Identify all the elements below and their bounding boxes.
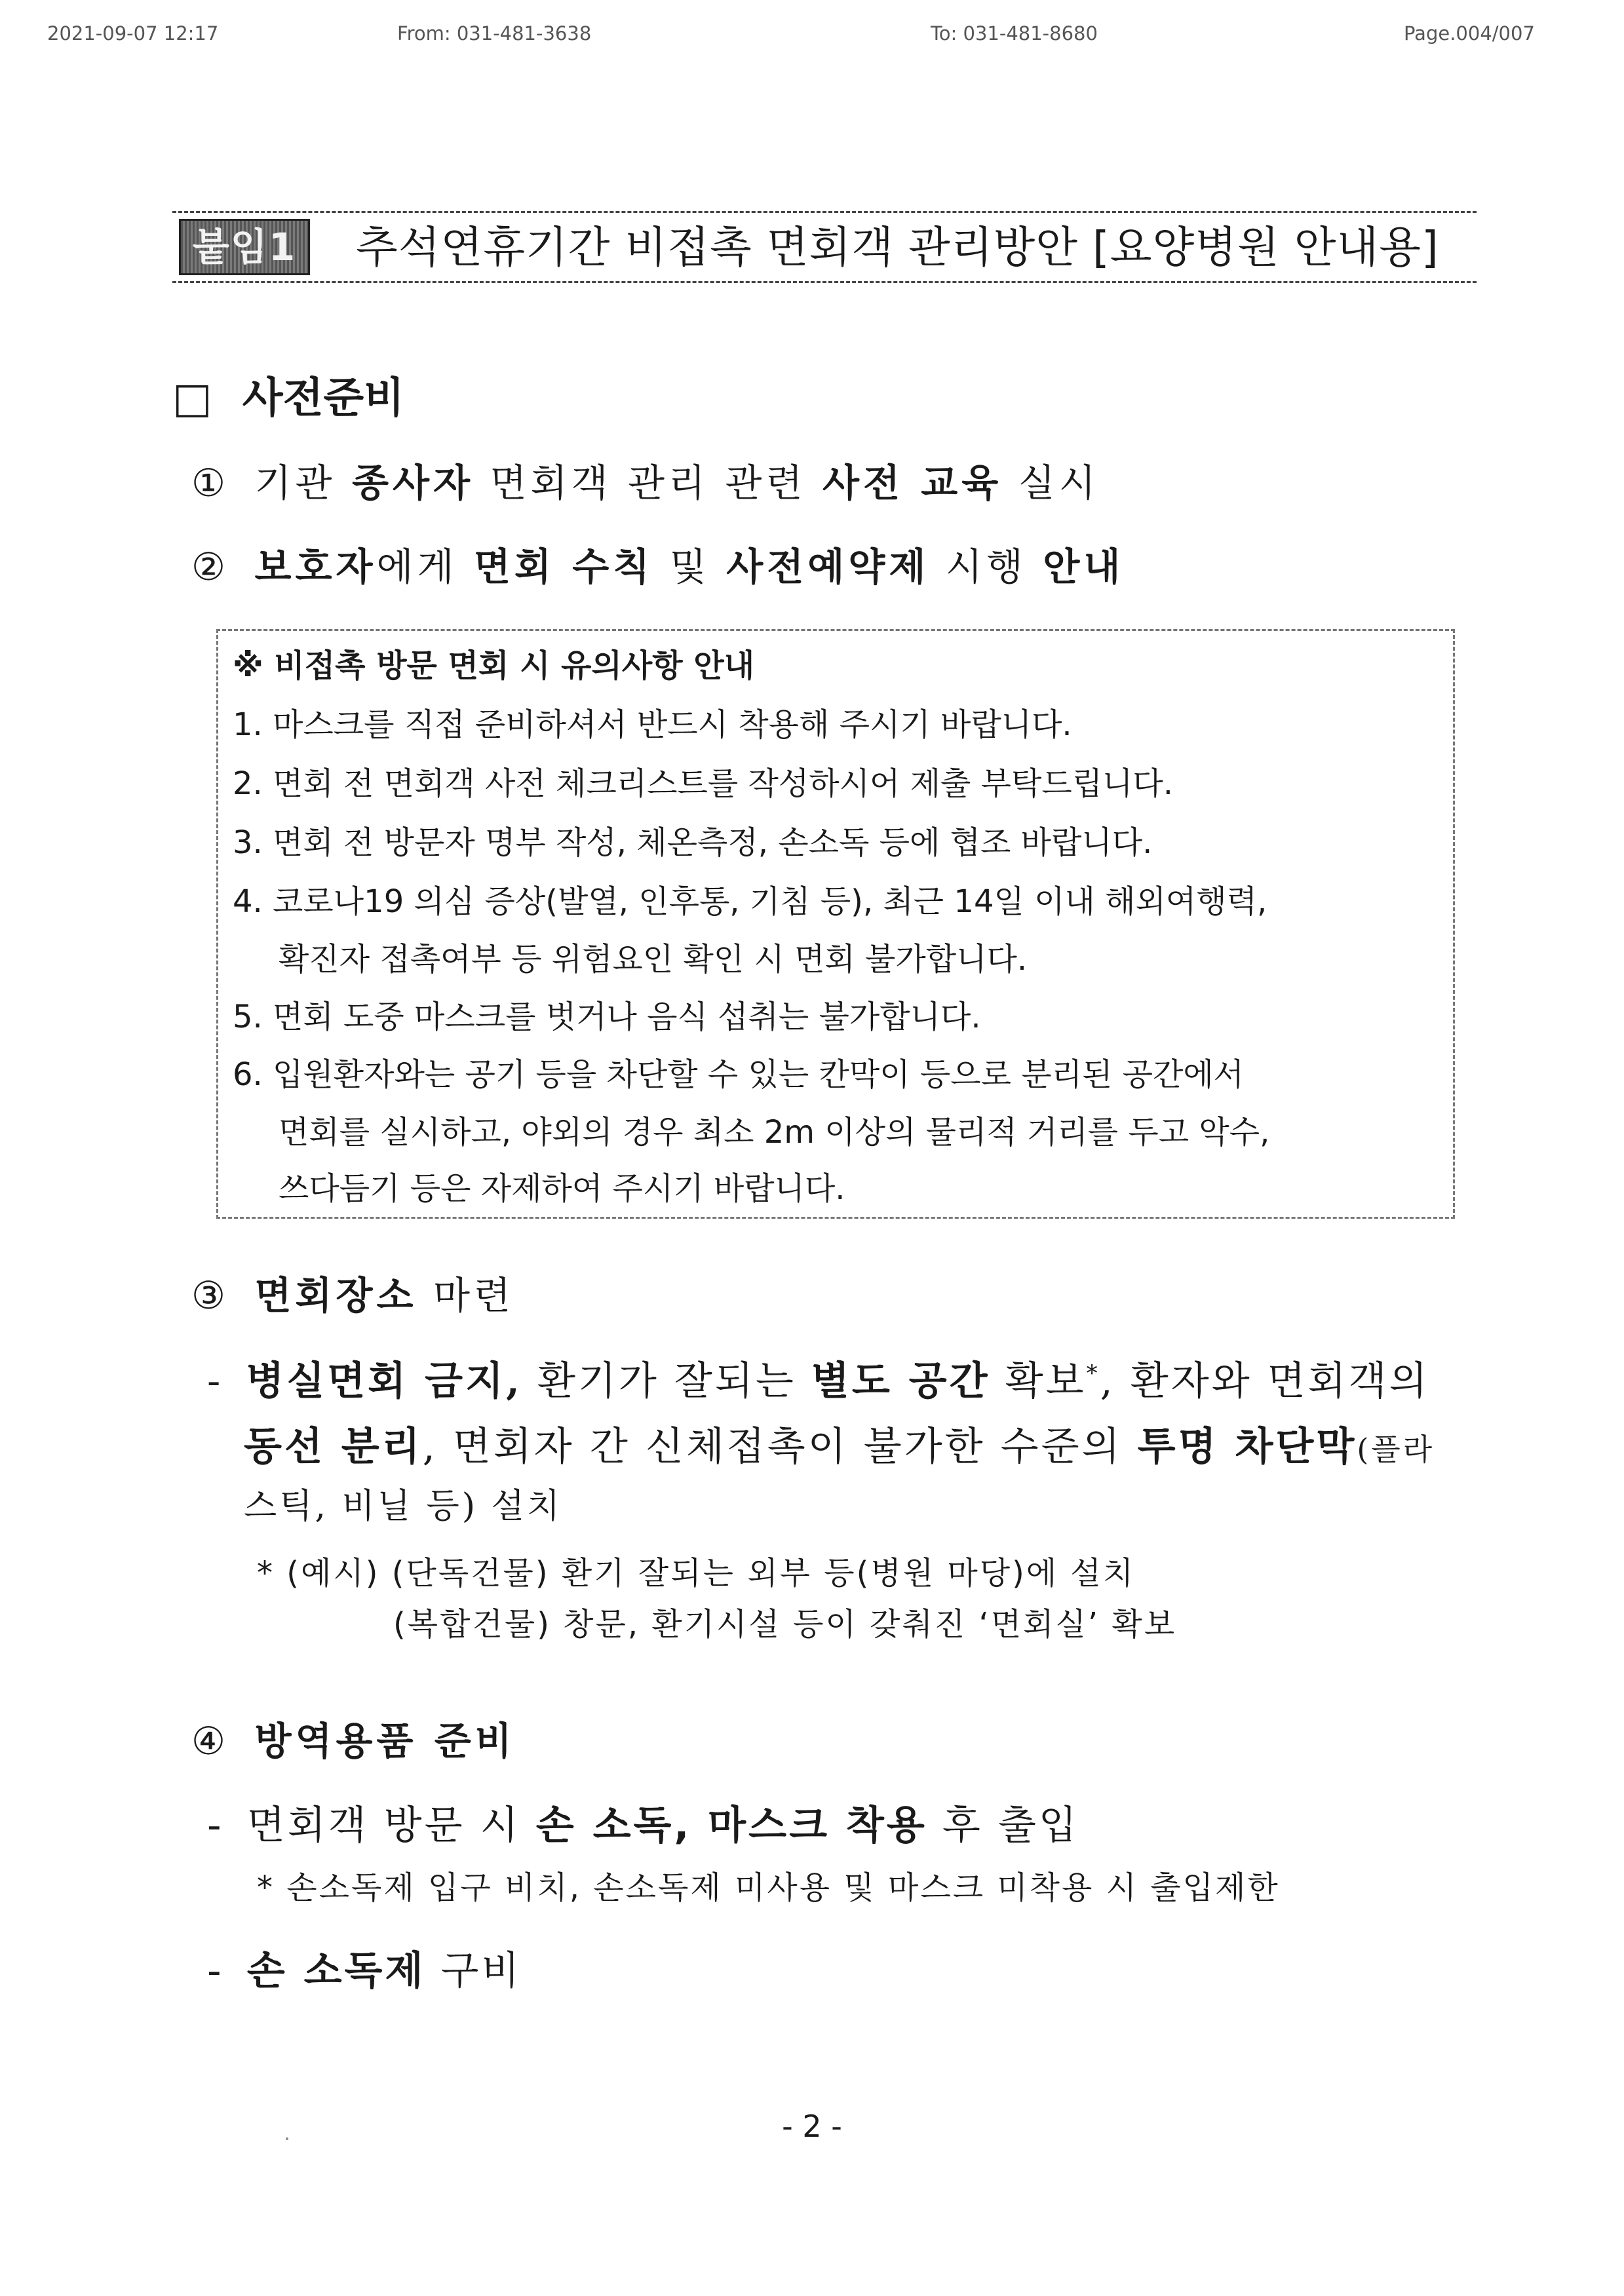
- visitor-notice-box: [216, 629, 1455, 1219]
- item-bold-text: 동선 분리: [244, 1424, 423, 1470]
- item-4-bullet-1: [207, 1794, 1079, 1850]
- item-text: 에게: [376, 545, 474, 589]
- item-4-footnote-1: * 손소독제 입구 비치, 손소독제 미사용 및 마스크 미착용 시 출입제한: [257, 1869, 1280, 1906]
- item-bold-text: 방역용품 준비: [254, 1719, 516, 1763]
- item-4-bullet-2: [207, 1940, 522, 1996]
- title-bottom-rule: [172, 281, 1477, 283]
- document-title-bar: [172, 211, 1477, 283]
- item-text: 및: [653, 545, 727, 589]
- notice-line: 5. 면회 도중 마스크를 벗거나 음식 섭취는 불가합니다.: [233, 999, 981, 1035]
- item-text: 환기가 잘되는: [522, 1358, 811, 1404]
- item-3-bullet-1-cont2: 스틱, 비닐 등) 설치: [244, 1487, 563, 1526]
- item-text: , 환자와 면회객의: [1100, 1358, 1430, 1404]
- item-text: 확보: [990, 1358, 1087, 1404]
- attachment-badge: 붙임1: [179, 219, 310, 275]
- item-3-footnote-1: * (예시) (단독건물) 환기 잘되는 외부 등(병원 마당)에 설치: [257, 1555, 1136, 1592]
- item-bold-text: 손 소독, 마스크 착용: [535, 1803, 927, 1848]
- item-bold-text: 병실면회 금지,: [246, 1358, 522, 1404]
- notice-line: 2. 면회 전 면회객 사전 체크리스트를 작성하시어 제출 부탁드립니다.: [233, 765, 1174, 802]
- item-bold-text: 보호자: [254, 545, 377, 589]
- fax-page: Page.004/007: [1404, 22, 1535, 45]
- item-bold-text: 면회 수칙: [474, 545, 654, 589]
- item-text: 후 출입: [927, 1803, 1079, 1848]
- item-text: 마련: [417, 1273, 515, 1318]
- item-bold-text: 안내: [1043, 545, 1125, 589]
- item-bold-text: 별도 공간: [811, 1358, 990, 1404]
- item-text: 시행: [929, 545, 1043, 589]
- item-text: 면회객 관리 관련: [474, 461, 822, 505]
- fax-header: [0, 22, 1624, 48]
- item-3-bullet-1-cont: [244, 1415, 1435, 1472]
- item-text: 기관: [254, 461, 352, 505]
- item-text: 구비: [425, 1948, 522, 1994]
- checkbox-icon: □: [172, 374, 212, 423]
- document-title: 추석연휴기간 비접촉 면회객 관리방안 [요양병원 안내용]: [356, 222, 1439, 273]
- section-heading: [172, 364, 404, 425]
- item-text: 면회객 방문 시: [246, 1803, 536, 1848]
- item-3-footnote-2: (복합건물) 창문, 환기시설 등이 갖춰진 ‘면회실’ 확보: [393, 1606, 1177, 1643]
- notice-line: 쓰다듬기 등은 자제하여 주시기 바랍니다.: [279, 1170, 845, 1207]
- item-bold-text: 사전 교육: [822, 461, 1003, 505]
- item-text: (플라: [1357, 1432, 1435, 1467]
- section-title: 사전준비: [242, 374, 405, 423]
- item-text: 실시: [1002, 461, 1100, 505]
- item-bold-text: 투명 차단막: [1137, 1424, 1357, 1470]
- item-text: , 면회자 간 신체접촉이 불가한 수준의: [422, 1424, 1138, 1470]
- item-number: ④: [191, 1719, 229, 1763]
- bullet-dash: -: [207, 1358, 223, 1404]
- bullet-dash: -: [207, 1803, 224, 1848]
- notice-heading: ※ 비접촉 방문 면회 시 유의사항 안내: [233, 647, 755, 684]
- item-3: [191, 1265, 514, 1320]
- notice-line: 면회를 실시하고, 야외의 경우 최소 2m 이상의 물리적 거리를 두고 악수,: [279, 1114, 1270, 1151]
- scan-speck: [286, 2137, 288, 2140]
- item-number: ②: [191, 545, 229, 589]
- item-number: ③: [191, 1273, 229, 1318]
- item-1: [191, 452, 1100, 507]
- page-number: - 2 -: [782, 2109, 842, 2144]
- notice-line: 3. 면회 전 방문자 명부 작성, 체온측정, 손소독 등에 협조 바랍니다.: [233, 824, 1153, 861]
- item-bold-text: 면회장소: [254, 1273, 417, 1318]
- bullet-dash: -: [207, 1948, 224, 1994]
- item-bold-text: 사전예약제: [726, 545, 930, 589]
- item-2: [191, 536, 1124, 591]
- notice-line: 4. 코로나19 의심 증상(발열, 인후통, 기침 등), 최근 14일 이내 해외여행력,: [233, 883, 1267, 920]
- fax-datetime: 2021-09-07 12:17: [47, 22, 219, 45]
- item-number: ①: [191, 461, 229, 505]
- item-bold-text: 종사자: [351, 461, 474, 505]
- title-top-rule: [172, 211, 1477, 213]
- footnote-mark: *: [1086, 1360, 1100, 1387]
- fax-to: To: 031-481-8680: [931, 22, 1098, 45]
- item-3-bullet-1: [207, 1350, 1430, 1406]
- fax-from: From: 031-481-3638: [397, 22, 592, 45]
- notice-line: 확진자 접촉여부 등 위험요인 확인 시 면회 불가합니다.: [279, 941, 1028, 978]
- item-bold-text: 손 소독제: [246, 1948, 426, 1994]
- item-4: [191, 1710, 516, 1765]
- notice-line: 1. 마스크를 직접 준비하셔서 반드시 착용해 주시기 바랍니다.: [233, 706, 1072, 743]
- notice-line: 6. 입원환자와는 공기 등을 차단할 수 있는 칸막이 등으로 분리된 공간에서: [233, 1056, 1245, 1093]
